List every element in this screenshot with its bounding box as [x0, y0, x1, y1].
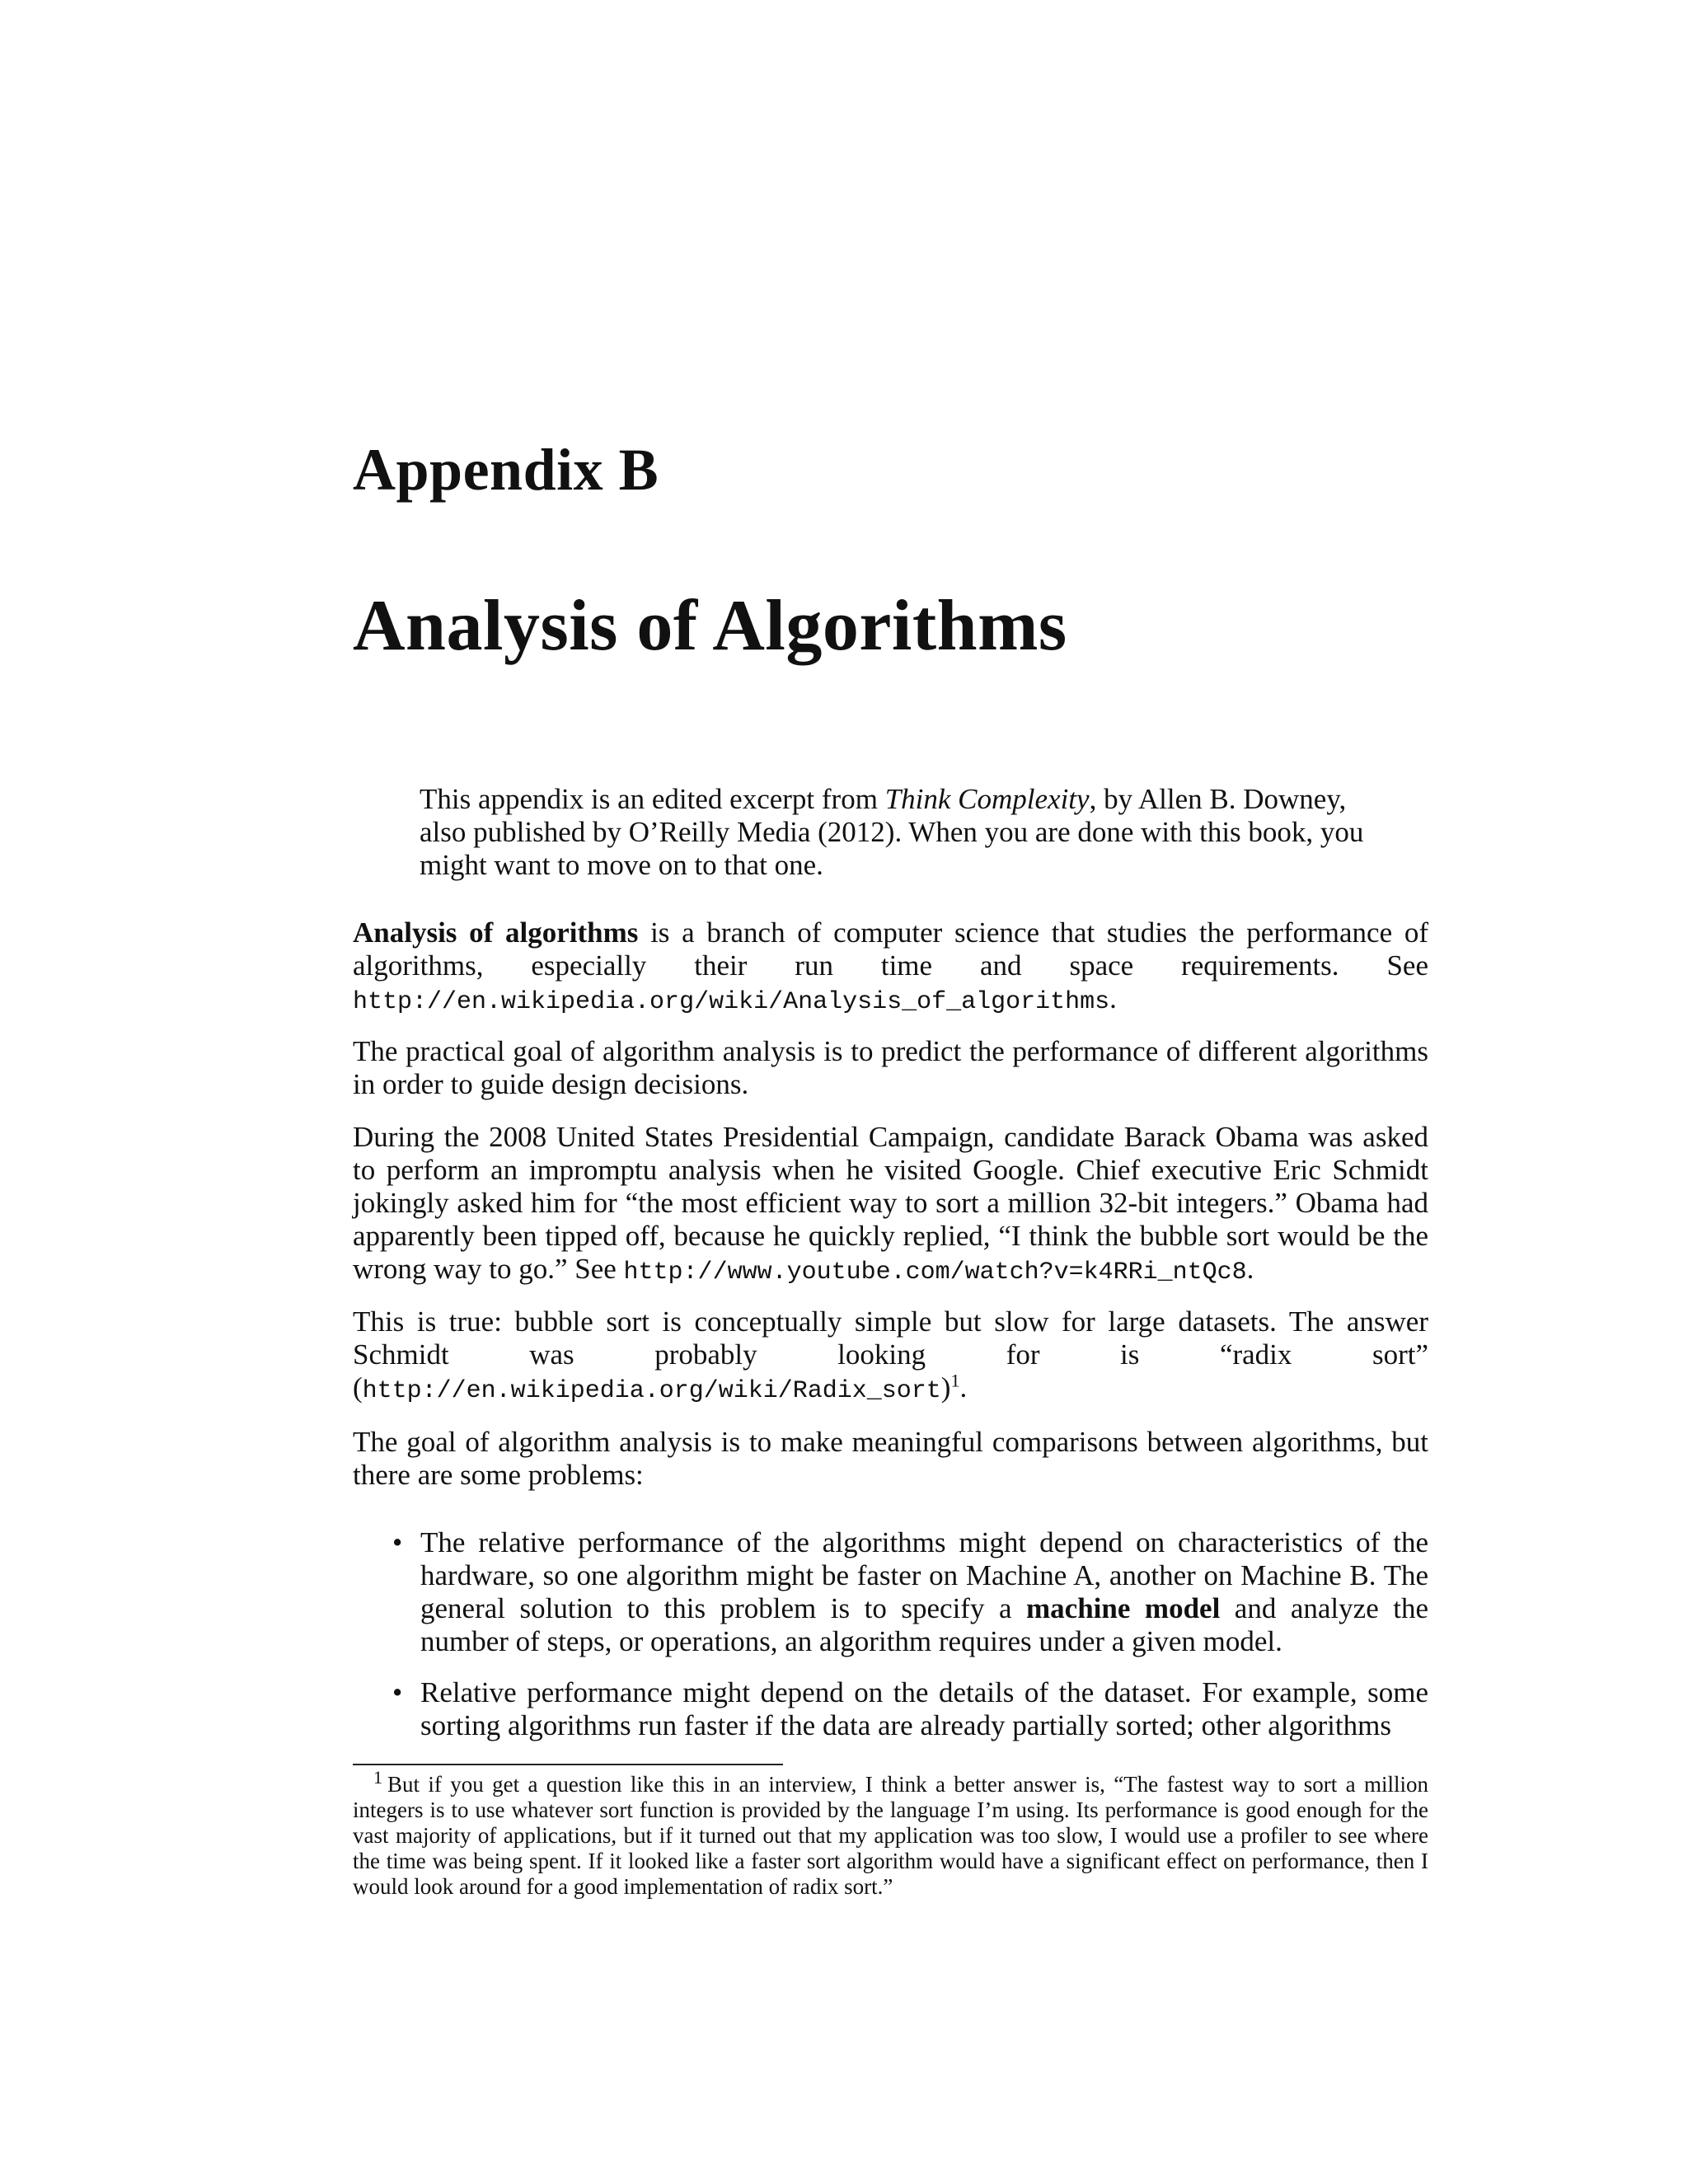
list-item-text: Relative performance might depend on the details of the dataset. For example, some sorting algorithms run faster if the data are already partially sorted; other algorithms — [420, 1676, 1428, 1741]
list-item — [353, 1526, 1428, 1658]
term-machine-model: machine model — [1026, 1592, 1221, 1624]
abstract-paragraph — [420, 783, 1367, 882]
paragraph-bubble-sort — [353, 1305, 1428, 1408]
bullet-icon: • — [392, 1676, 403, 1708]
list-item-text: The relative performance of the algorithms might depend on characteristics of the hardware, so one algorithm might be faster on Machine A, another on Machine B. The general solution to this problem is to specify a — [420, 1526, 1428, 1624]
paragraph-obama-anecdote — [353, 1121, 1428, 1289]
paragraph-end: . — [1246, 1253, 1254, 1285]
abstract-text-after: , by Allen B. Downey, also published by O’Reilly Media (2012). When you are done with this book, you might want to move on to that one. — [420, 783, 1364, 881]
problems-list — [353, 1526, 1428, 1760]
paragraph-end: . — [1109, 982, 1117, 1015]
list-item-text: and analyze the number of steps, or operations, an algorithm requires under a given model. — [420, 1592, 1428, 1657]
paragraph-close-paren: ) — [940, 1371, 951, 1404]
book-title: Think Complexity — [884, 783, 1090, 815]
bullet-icon: • — [392, 1526, 403, 1558]
wikipedia-analysis-link[interactable]: http://en.wikipedia.org/wiki/Analysis_of_algorithms — [353, 988, 1110, 1016]
paragraph-practical-goal: The practical goal of algorithm analysis is to predict the performance of different algorithms in order to guide design decisions. — [353, 1035, 1428, 1100]
term-analysis-of-algorithms: Analysis of algorithms — [353, 916, 639, 949]
paragraph-goal-problems: The goal of algorithm analysis is to make meaningful comparisons between algorithms, but there are some problems: — [353, 1426, 1428, 1491]
footnote: $^1$ But if you get a question like this in an interview, I think a better answer is, “The fastest way to sort a million integers is to use whatever sort function is provided by the language I’m using. Its performance is good enough for the vast majority of applications, but if it turned out that my application was too slow, I would use a profiler to see where the time was being spent. If it looked like a faster sort algorithm would have a significant effect on performance, then I would look around for a good implementation of radix sort.” — [353, 1767, 1428, 1899]
footnote-reference[interactable]: 1 — [950, 1370, 960, 1391]
footnote-text: But if you get a question like this in an interview, I think a better answer is, “The fastest way to sort a million integers is to use whatever sort function is provided by the language I’m using. Its performance is good enough for the vast majority of applications, but if it turned out that my application was too slow, I would use a profiler to see where the time was being spent. If it looked like a faster sort algorithm would have a significant effect on performance, then I would look around for a good implementation of radix sort.” — [353, 1772, 1428, 1899]
paragraph-text: During the 2008 United States Presidential Campaign, candidate Barack Obama was asked to perform an impromptu analysis when he visited Google. Chief executive Eric Schmidt jokingly asked him for “the most efficient way to sort a million 32-bit integers.” Obama had apparently been tipped off, because he quickly replied, “I think the bubble sort would be the wrong way to go.” See — [353, 1121, 1428, 1285]
appendix-label: Appendix B — [353, 437, 659, 503]
paragraph-end: . — [959, 1371, 968, 1404]
paragraph-text: is a branch of computer science that studies the performance of algorithms, especially their run time and space requirements. See — [353, 916, 1428, 982]
chapter-title: Analysis of Algorithms — [353, 586, 1067, 666]
footnote-divider — [353, 1764, 783, 1765]
wikipedia-radix-sort-link[interactable]: http://en.wikipedia.org/wiki/Radix_sort — [362, 1377, 941, 1405]
list-item — [353, 1676, 1428, 1742]
paragraph-text: This is true: bubble sort is conceptually simple but slow for large datasets. The answer Schmidt was probably looking for is “radix sort” ( — [353, 1305, 1428, 1404]
paragraph-analysis-definition — [353, 916, 1428, 1019]
abstract-text-before: This appendix is an edited excerpt from — [420, 783, 885, 815]
youtube-link[interactable]: http://www.youtube.com/watch?v=k4RRi_ntQc8 — [623, 1258, 1247, 1286]
